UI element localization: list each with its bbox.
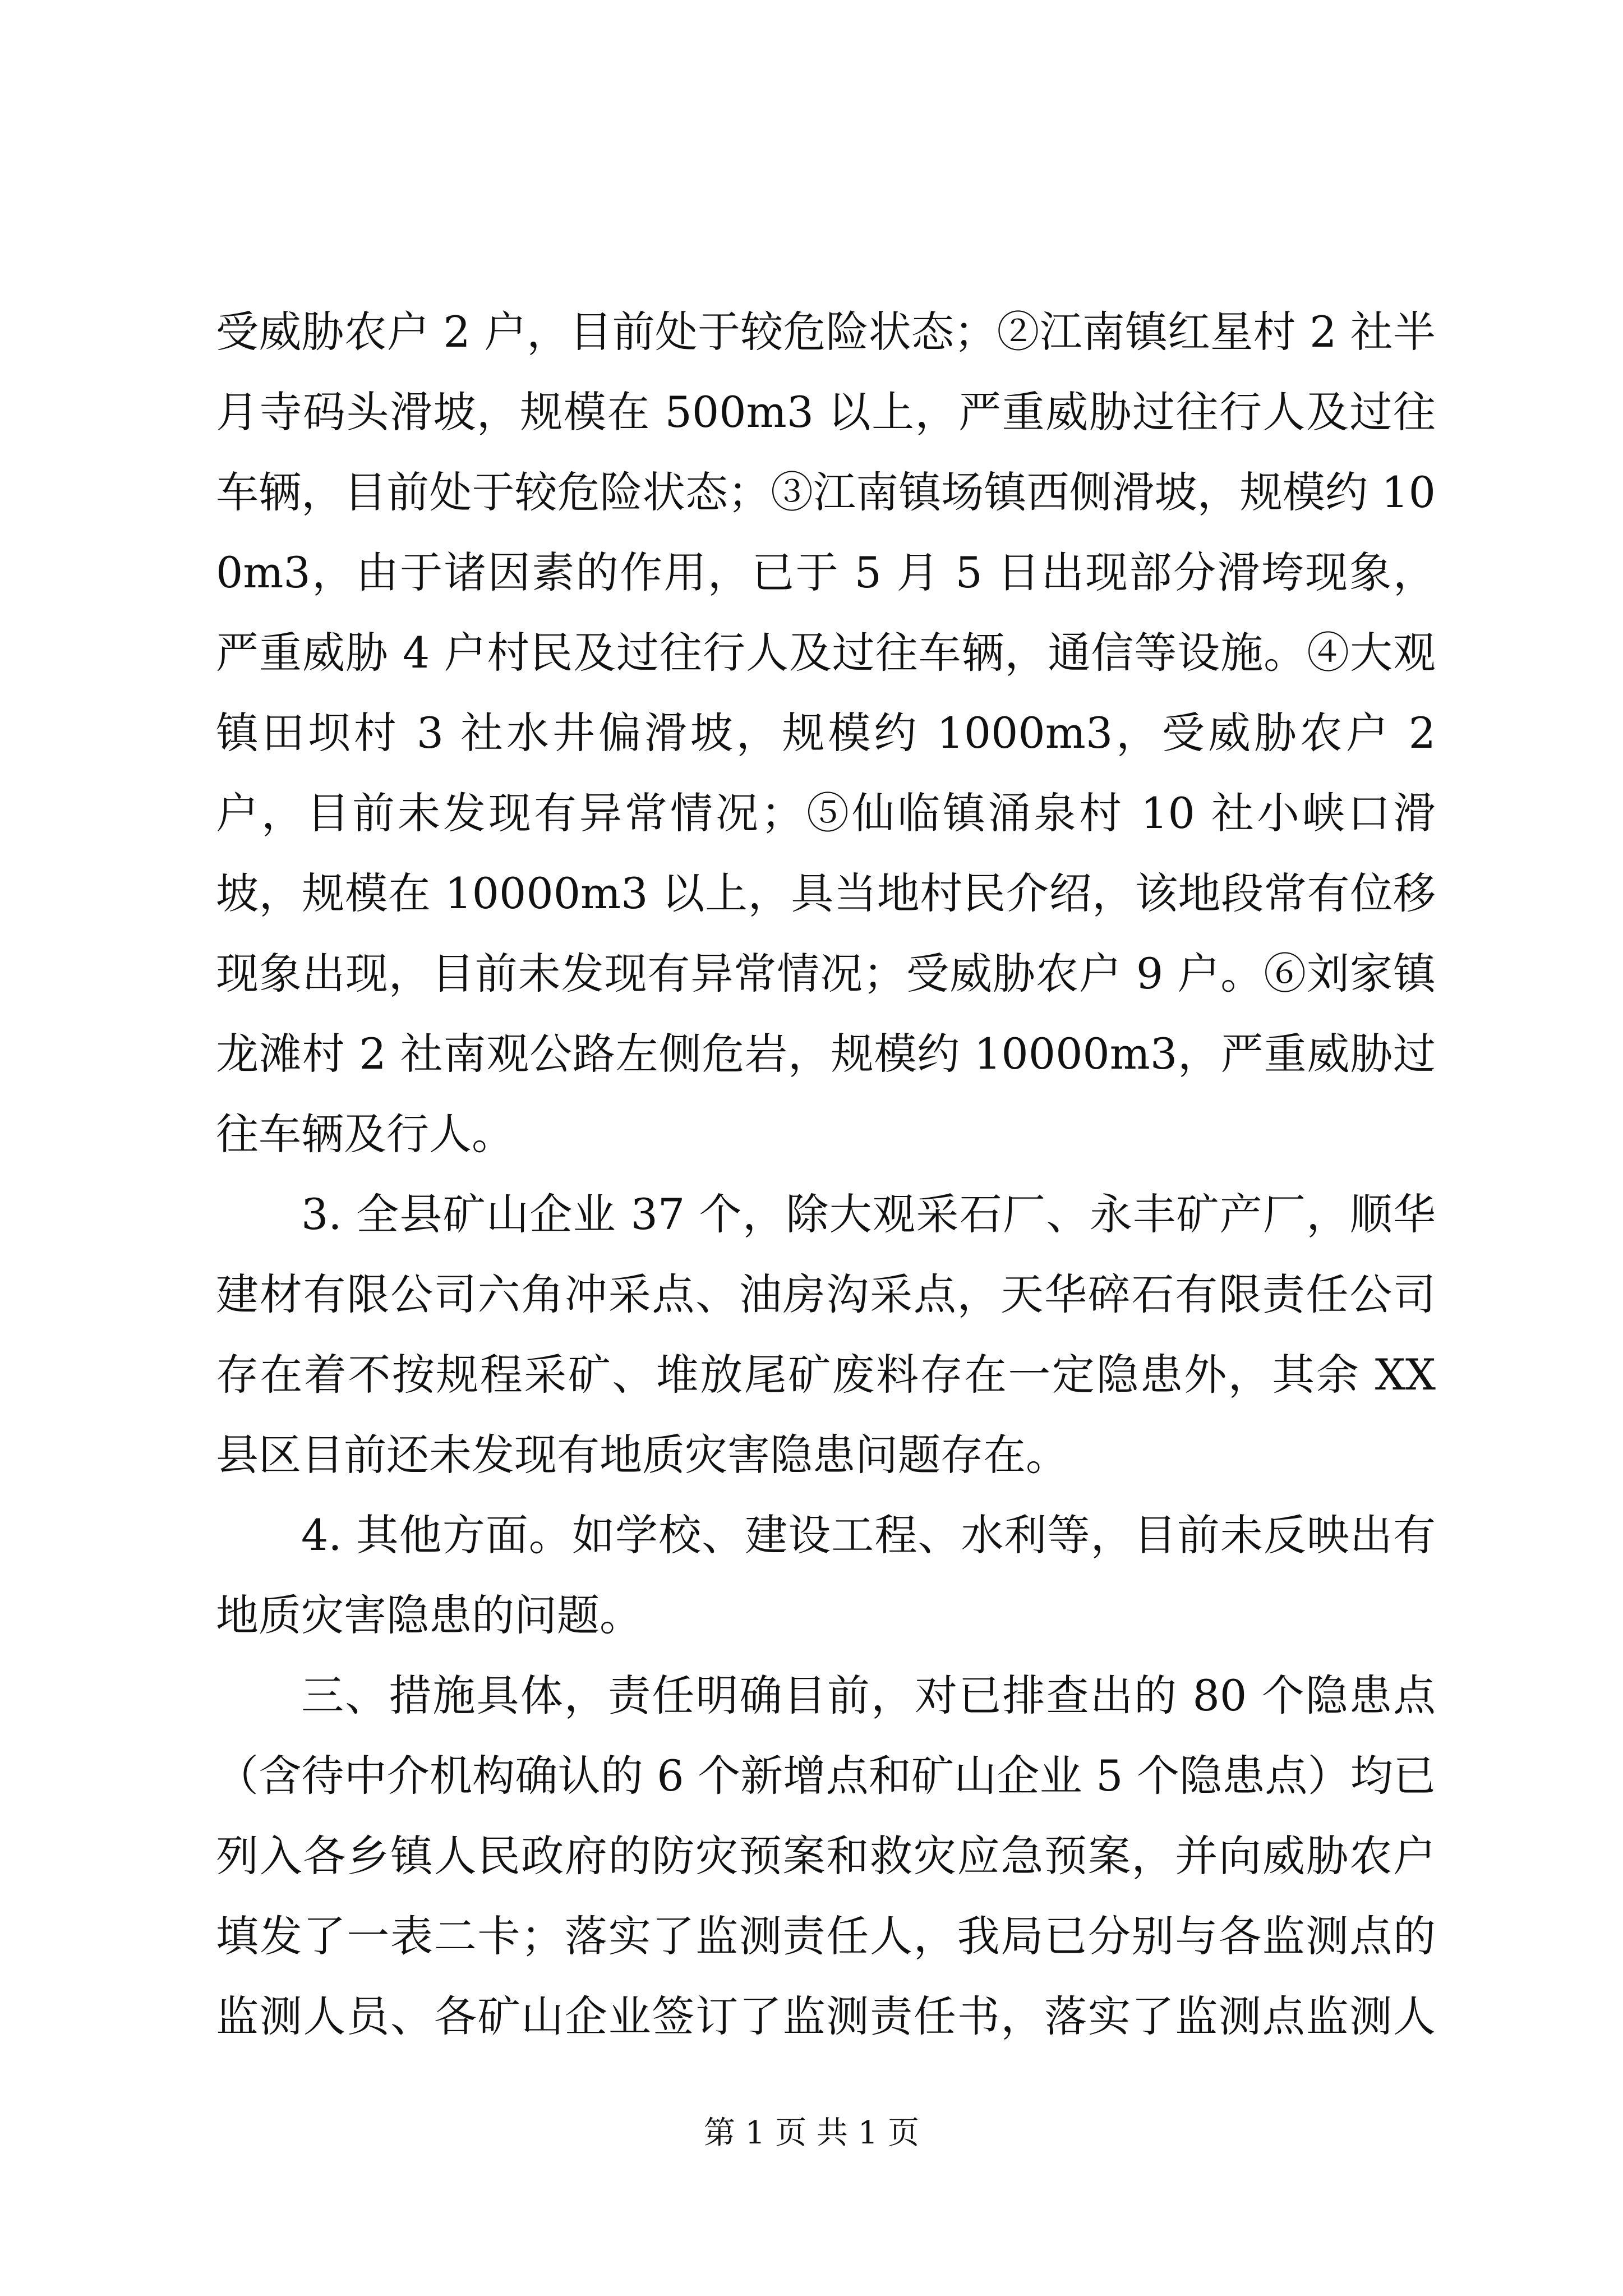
document-body — [216, 292, 1436, 2056]
paragraph-4: 三、措施具体，责任明确目前，对已排查出的 80 个隐患点（含待中介机构确认的 6 个新增点和矿山企业 5 个隐患点）均已列入各乡镇人民政府的防灾预案和救灾应急预案，并向威胁农户填发了一表二卡；落实了监测责任人，我局已分别与各监测点的监测人员、各矿山企业签订了监测责任书，落实了监测点监测人 — [216, 1671, 1436, 2041]
page-footer: 第 1 页 共 1 页 — [703, 2115, 920, 2151]
paragraph-3: 4. 其他方面。如学校、建设工程、水利等，目前未反映出有地质灾害隐患的问题。 — [216, 1510, 1436, 1640]
paragraph-2: 3. 全县矿山企业 37 个，除大观采石厂、永丰矿产厂，顺华建材有限公司六角冲采点、油房沟采点，天华碎石有限责任公司存在着不按规程采矿、堆放尾矿废料存在一定隐患外，其余 XX 县区目前还未发现有地质灾害隐患问题存在。 — [216, 1189, 1436, 1480]
paragraph-1: 受威胁农户 2 户，目前处于较危险状态；②江南镇红星村 2 社半月寺码头滑坡，规模在 500m3 以上，严重威胁过往行人及过往车辆，目前处于较危险状态；③江南镇场镇西侧滑坡，规模约 100m3，由于诸因素的作用，已于 5 月 5 日出现部分滑垮现象，严重威胁 4 户村民及过往行人及过往车辆，通信等设施。④大观镇田坝村 3 社水井偏滑坡，规模约 1000m3，受威胁农户 2 户，目前未发现有异常情况；⑤仙临镇涌泉村 10 社小峡口滑坡，规模在 10000m3 以上，具当地村民介绍，该地段常有位移现象出现，目前未发现有异常情况；受威胁农户 9 户。⑥刘家镇龙滩村 2 社南观公路左侧危岩，规模约 10000m3，严重威胁过往车辆及行人。 — [216, 307, 1436, 1159]
